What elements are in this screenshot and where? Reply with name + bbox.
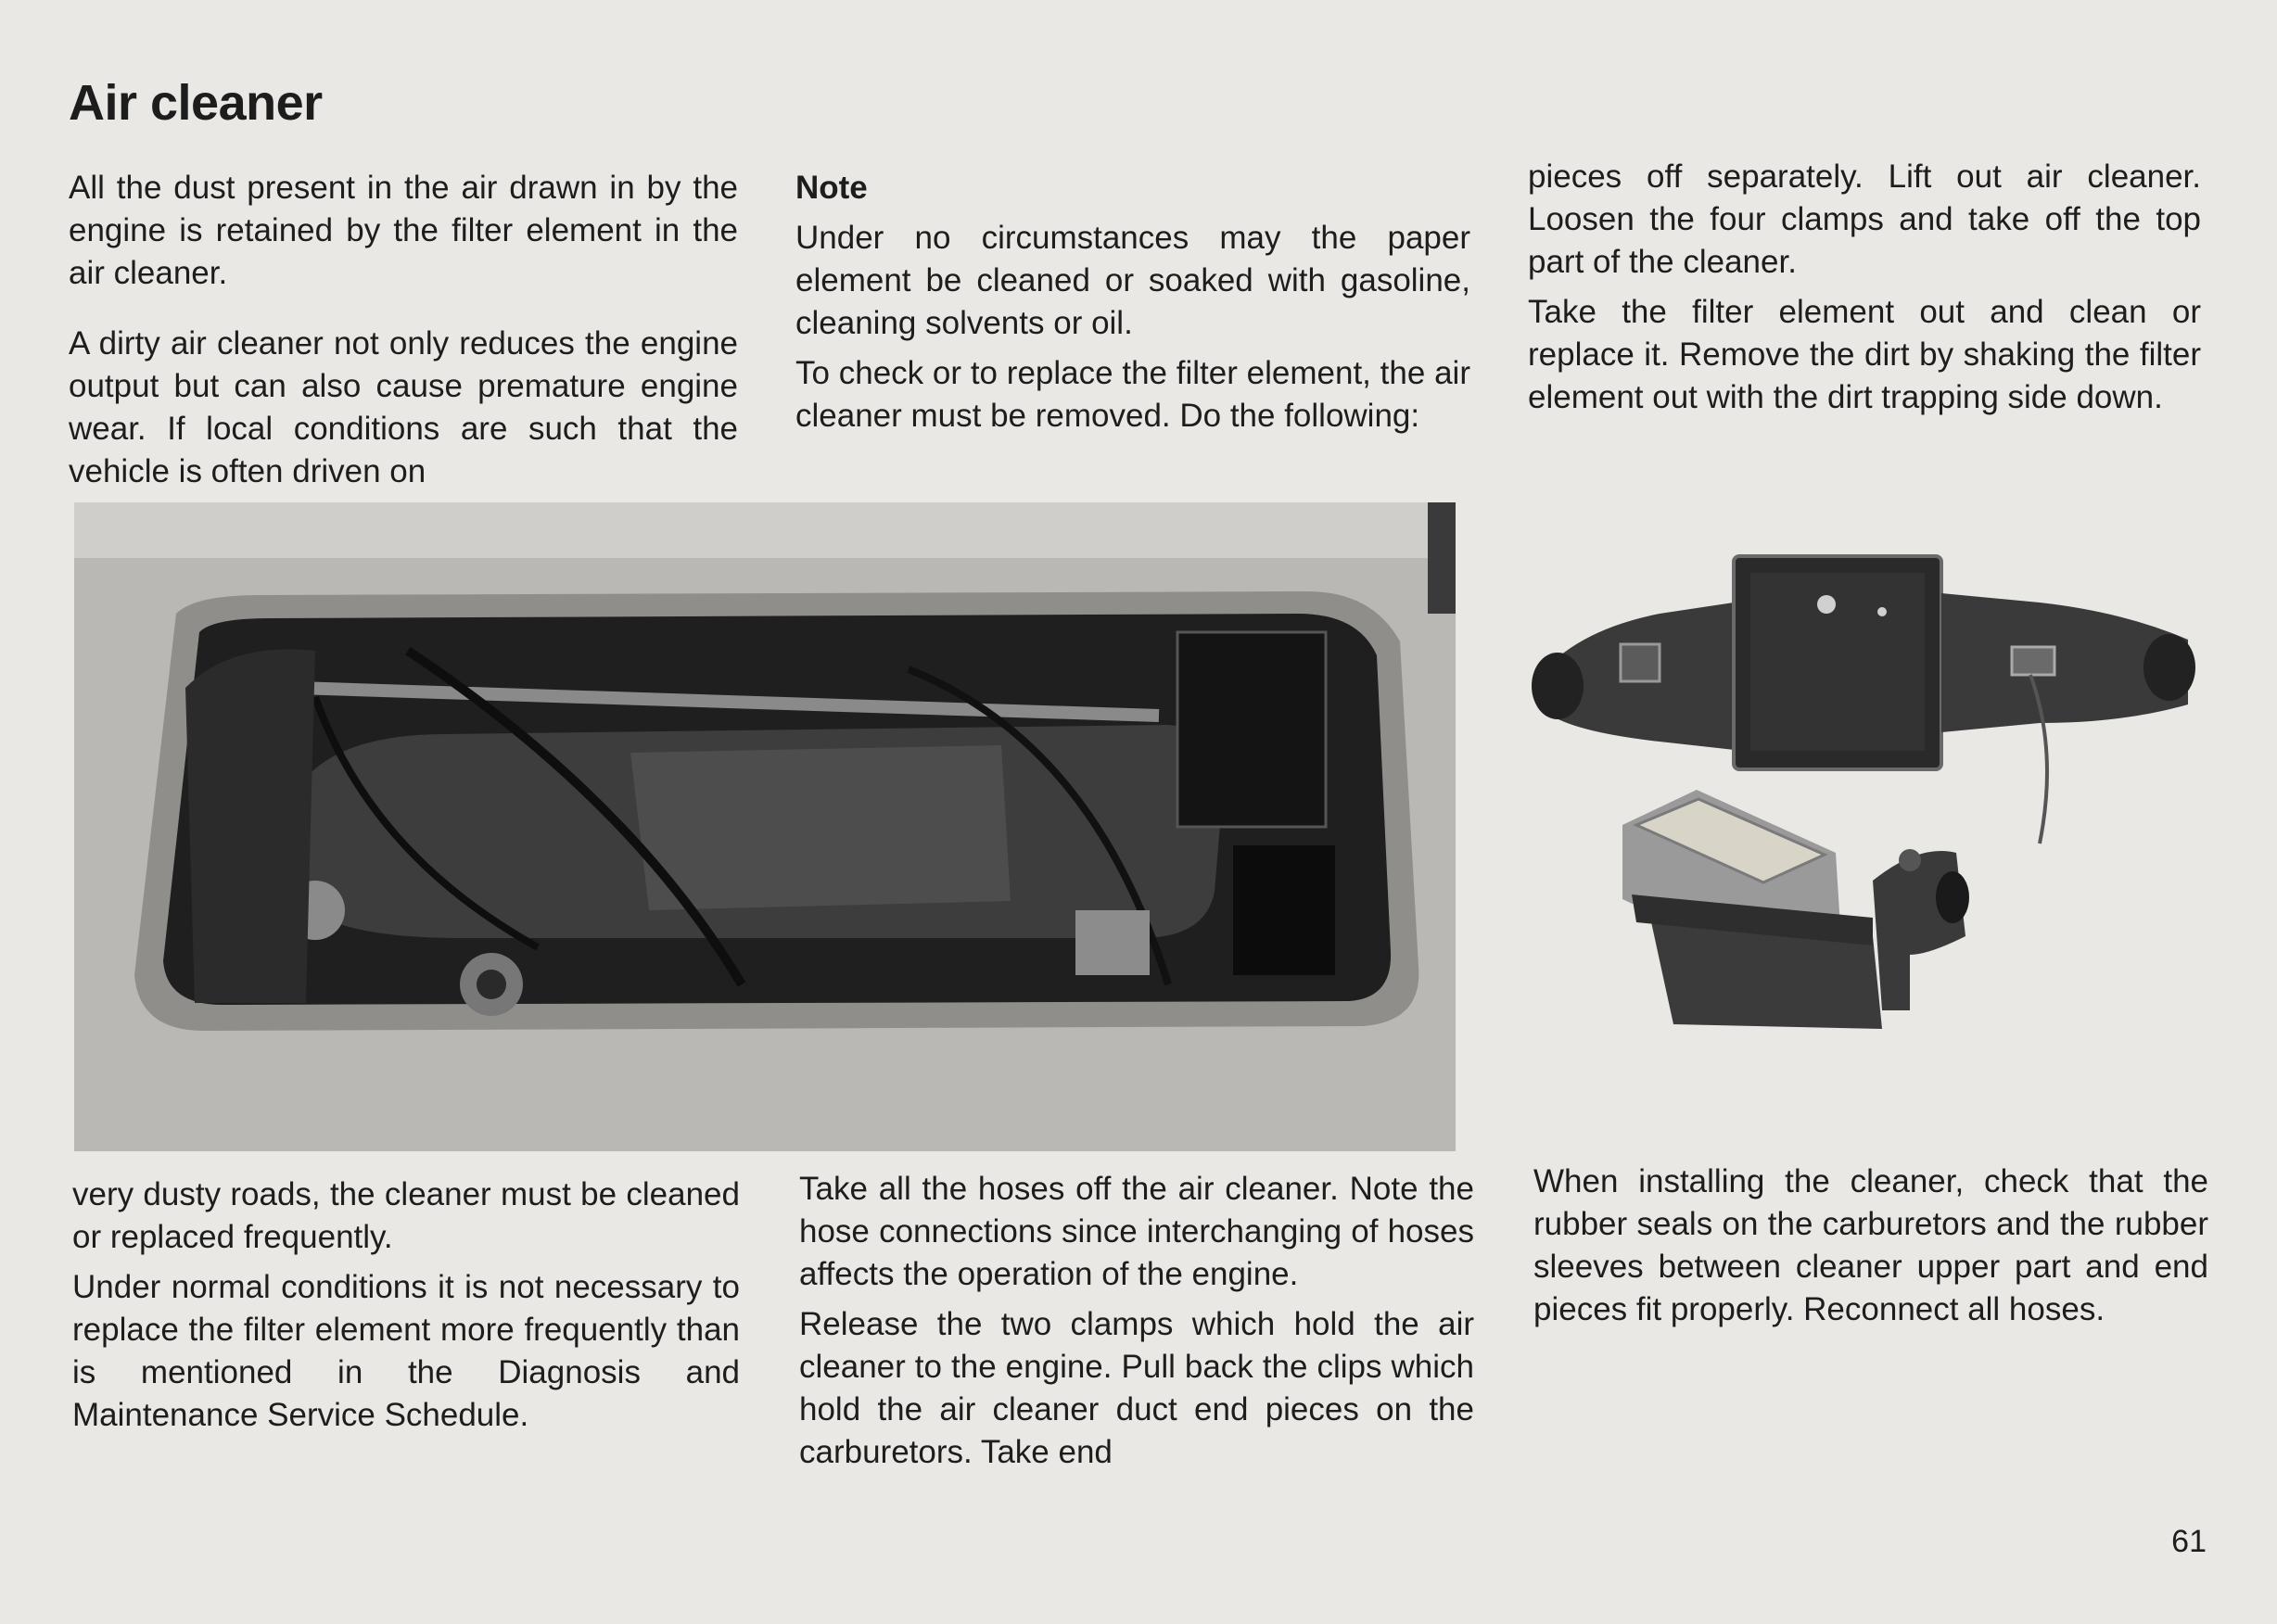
air-cleaner-parts-photo — [1520, 547, 2207, 1066]
engine-compartment-photo — [74, 502, 1456, 1151]
paragraph: very dusty roads, the cleaner must be cleaned or replaced frequently. — [72, 1176, 740, 1255]
page-title: Air cleaner — [69, 75, 323, 131]
column-1-bottom — [72, 1174, 740, 1444]
note-heading: Note — [795, 170, 868, 206]
column-1-top — [69, 167, 738, 501]
paragraph: A dirty air cleaner not only reduces the engine output but can also cause premature engine wear. If local conditions are such that the vehicle is often driven on — [69, 325, 738, 489]
paragraph: pieces off separately. Lift out air cleaner. Loosen the four clamps and take off the top part of the cleaner. — [1528, 159, 2201, 280]
paragraph: Release the two clamps which hold the air cleaner to the engine. Pull back the clips which hold the air cleaner duct end pieces on the carburetors. Take end — [799, 1306, 1474, 1470]
paragraph: When installing the cleaner, check that the rubber seals on the carburetors and the rubber sleeves between cleaner upper part and end pieces fit properly. Reconnect all hoses. — [1533, 1163, 2208, 1327]
paragraph: Take all the hoses off the air cleaner. Note the hose connections since interchanging of hoses affects the operation of the engine. — [799, 1171, 1474, 1292]
page-number: 61 — [2171, 1524, 2207, 1559]
paragraph: All the dust present in the air drawn in by the engine is retained by the filter element in the air cleaner. — [69, 170, 738, 291]
note-block — [795, 167, 1470, 445]
column-2-bottom — [799, 1168, 1474, 1481]
paragraph: Under no circumstances may the paper element be cleaned or soaked with gasoline, cleaning solvents or oil. — [795, 220, 1470, 341]
column-3-bottom — [1533, 1161, 2208, 1339]
paragraph: Take the filter element out and clean or replace it. Remove the dirt by shaking the filter element out with the dirt trapping side down. — [1528, 294, 2201, 415]
column-3-top — [1528, 156, 2201, 426]
paragraph: Under normal conditions it is not necessary to replace the filter element more frequently than is mentioned in the Diagnosis and Maintenance Service Schedule. — [72, 1269, 740, 1433]
paragraph: To check or to replace the filter element, the air cleaner must be removed. Do the following: — [795, 355, 1470, 434]
